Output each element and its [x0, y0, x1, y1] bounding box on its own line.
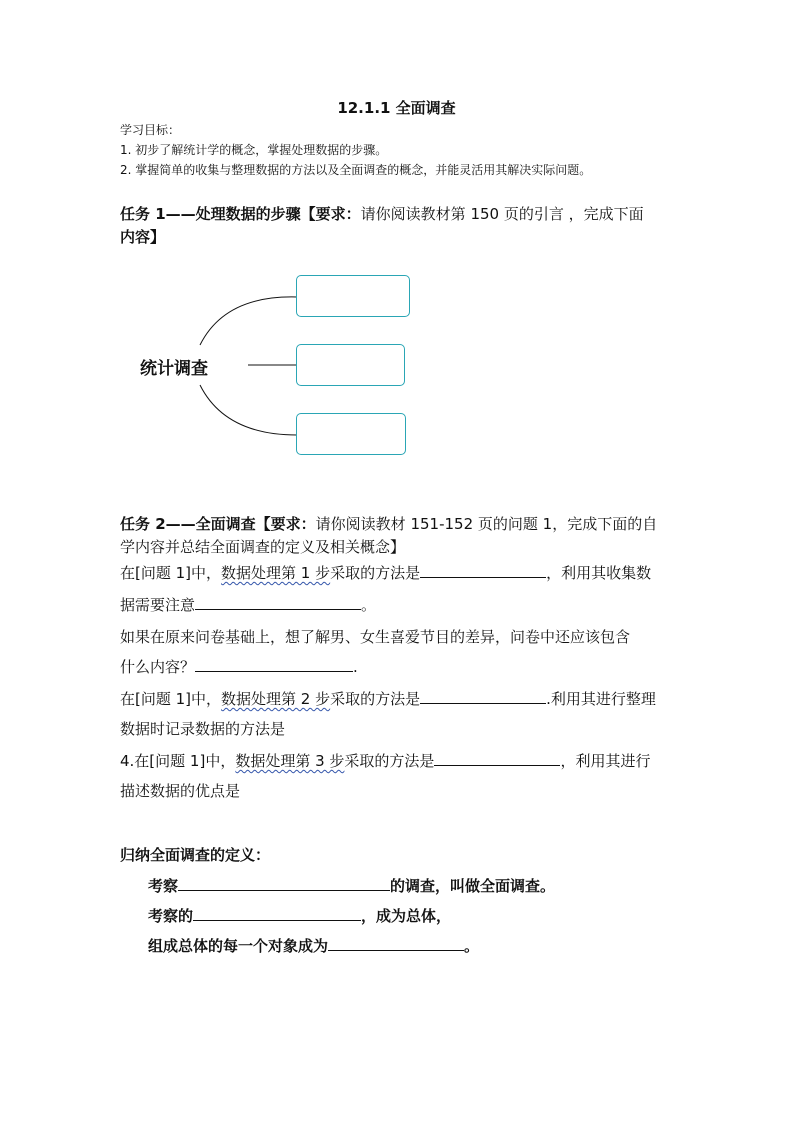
- connector-top: [200, 297, 297, 345]
- q2-blank[interactable]: [195, 657, 353, 672]
- page-title: 12.1.1 全面调查: [337, 99, 456, 117]
- question-3-line-2: 数据时记录数据的方法是: [120, 720, 286, 738]
- connector-bottom: [200, 385, 297, 435]
- q1-method-blank[interactable]: [420, 563, 546, 578]
- q4-suffix: ，利用其进行: [560, 752, 651, 770]
- def1-prefix: 考察: [148, 877, 179, 895]
- q3-prefix: 在[问题 1]中，: [120, 690, 222, 708]
- def3-prefix: 组成总体的每一个对象成为: [148, 937, 329, 955]
- q3-method-blank[interactable]: [420, 689, 546, 704]
- diagram-box-3[interactable]: [296, 413, 406, 455]
- diagram-box-2[interactable]: [296, 344, 405, 386]
- question-2-line-2: [120, 656, 358, 677]
- def1-blank[interactable]: [178, 876, 390, 891]
- q1-step: 数据处理第 1 步: [221, 564, 331, 582]
- task1-heading-line1: [120, 203, 644, 224]
- task1-requirement: 请你阅读教材第 150 页的引言 ，完成下面: [360, 205, 644, 223]
- diagram-root-label: 统计调查: [140, 359, 208, 379]
- def2-suffix: ，成为总体，: [361, 907, 452, 925]
- objectives-heading: 学习目标：: [120, 123, 181, 137]
- task1-heading: 任务 1——处理数据的步骤【要求：: [120, 205, 361, 223]
- q1-suffix: ，利用其收集数: [546, 564, 652, 582]
- q4-step: 数据处理第 3 步: [235, 752, 345, 770]
- objective-item-1: 1. 初步了解统计学的概念，掌握处理数据的步骤。: [120, 143, 388, 157]
- q2-end: .: [353, 658, 358, 676]
- definition-line-1: [148, 875, 555, 896]
- task1-heading-line2: 内容】: [120, 228, 166, 246]
- question-4-line-2: 描述数据的优点是: [120, 782, 241, 800]
- q3-method-text: 采取的方法是: [330, 690, 421, 708]
- question-1-line-2: [120, 594, 376, 615]
- q3-suffix: .利用其进行整理: [546, 690, 656, 708]
- q1-note-text: 据需要注意: [120, 596, 196, 614]
- objective-item-2: 2. 掌握简单的收集与整理数据的方法以及全面调查的概念，并能灵活用其解决实际问题。: [120, 163, 592, 177]
- definition-line-3: [148, 935, 479, 956]
- definition-heading: 归纳全面调查的定义：: [120, 846, 271, 864]
- def2-blank[interactable]: [193, 906, 361, 921]
- q1-method-text: 采取的方法是: [330, 564, 421, 582]
- diagram-box-1[interactable]: [296, 275, 410, 317]
- def3-blank[interactable]: [328, 936, 464, 951]
- def3-suffix: 。: [464, 937, 480, 955]
- task2-heading-line1: [120, 513, 657, 534]
- question-1-line-1: [120, 562, 651, 583]
- task2-requirement: 请你阅读教材 151-152 页的问题 1，完成下面的自: [315, 515, 658, 533]
- def1-suffix: 的调查，叫做全面调查。: [390, 877, 556, 895]
- diagram-connectors: [190, 290, 310, 450]
- q1-note-end: 。: [361, 596, 377, 614]
- definition-line-2: [148, 905, 451, 926]
- q2-prefix: 什么内容？: [120, 658, 196, 676]
- question-3-line-1: [120, 688, 656, 709]
- question-2-line-1: 如果在原来问卷基础上，想了解男、女生喜爱节目的差异，问卷中还应该包含: [120, 628, 631, 646]
- q4-prefix: 4.在[问题 1]中，: [120, 752, 236, 770]
- q4-method-text: 采取的方法是: [344, 752, 435, 770]
- task2-heading: 任务 2——全面调查【要求：: [120, 515, 316, 533]
- q3-step: 数据处理第 2 步: [221, 690, 331, 708]
- task2-heading-line2: 学内容并总结全面调查的定义及相关概念】: [120, 538, 406, 556]
- q1-note-blank[interactable]: [195, 595, 361, 610]
- q4-method-blank[interactable]: [434, 751, 560, 766]
- question-4-line-1: [120, 750, 650, 771]
- q1-prefix: 在[问题 1]中，: [120, 564, 222, 582]
- def2-prefix: 考察的: [148, 907, 194, 925]
